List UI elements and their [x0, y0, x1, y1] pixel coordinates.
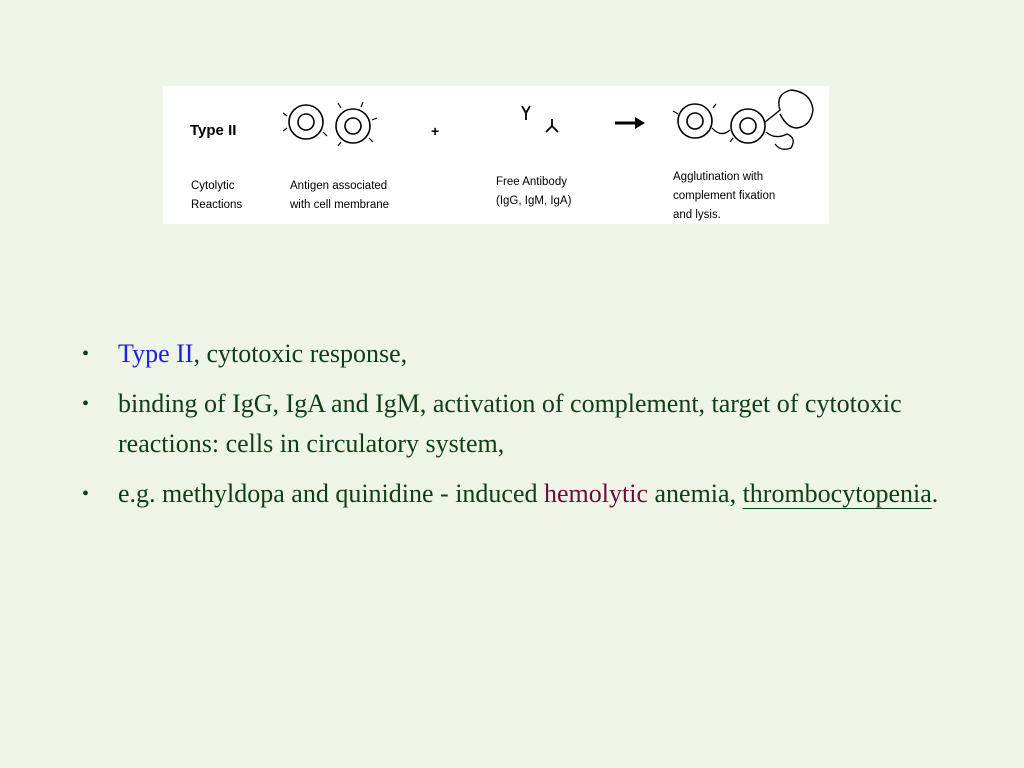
antibody-icon-1 [522, 106, 530, 120]
bullet-item-type-ii [82, 334, 962, 374]
hemolytic-term: hemolytic [544, 479, 648, 508]
binding-text: binding of IgG, IgA and IgM, activation of complement, target of cytotoxic reactions: cells in circulatory system, [118, 389, 902, 458]
example-text-anemia: anemia, [648, 479, 743, 508]
type-ii-description: , cytotoxic response, [193, 339, 408, 368]
bullet-list [82, 334, 962, 524]
antigen-cell-1 [283, 105, 327, 139]
diagram-title: Type II [190, 122, 237, 139]
type-ii-diagram [163, 86, 829, 224]
agglutinated-cells [673, 90, 813, 149]
label-free-antibody: Free Antibody [496, 176, 567, 188]
example-text-start: e.g. methyldopa and quinidine - induced [118, 479, 545, 508]
antibody-icon-2 [546, 119, 558, 132]
label-cell-membrane: with cell membrane [290, 199, 390, 211]
bullet-marker: • [82, 483, 90, 505]
label-cytolytic: Cytolytic [191, 180, 235, 192]
label-antigen: Antigen associated [290, 180, 388, 192]
thrombocytopenia-link[interactable]: thrombocytopenia [742, 479, 932, 508]
arrow-right-icon [615, 117, 645, 129]
label-complement-fixation: complement fixation [673, 190, 776, 202]
plus-sign: + [431, 123, 440, 139]
diagram-svg [163, 86, 829, 224]
bullet-marker: • [82, 393, 90, 415]
label-lysis: and lysis. [673, 209, 721, 221]
example-text-end: . [931, 479, 939, 508]
bullet-marker: • [82, 343, 90, 365]
label-reactions: Reactions [191, 199, 243, 211]
label-antibody-types: (IgG, IgM, IgA) [496, 195, 572, 207]
label-agglutination: Agglutination with [673, 171, 764, 183]
antigen-cell-2 [336, 102, 377, 146]
bullet-item-example [82, 474, 962, 514]
bullet-item-binding [82, 384, 962, 464]
type-ii-term: Type II [118, 339, 194, 368]
